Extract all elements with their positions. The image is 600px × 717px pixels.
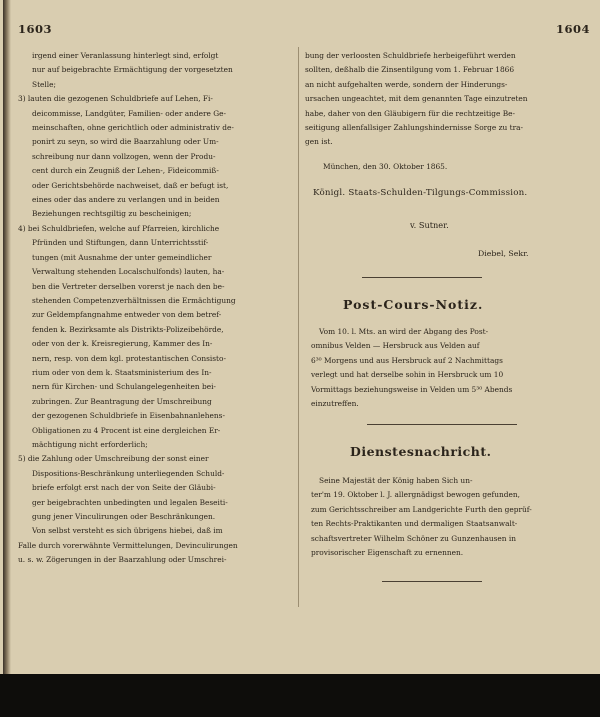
text-line: ten Rechts-Praktikanten und dermaligen Staatsanwalt- [311,519,518,529]
text-line: ponirt zu seyn, so wird die Baarzahlung oder Um- [32,137,219,147]
post-cours-heading: Post-Cours-Notiz. [343,297,484,312]
text-line: tungen (mit Ausnahme der unter gemeindlicher [32,252,212,262]
text-line: einzutreffen. [311,399,359,409]
text-line: 3) lauten die gezogenen Schuldbriefe auf Lehen, Fi- [18,94,213,104]
text-line: zum Gerichtsschreiber am Landgerichte Furth den geprüf- [311,504,532,514]
text-line: ger beigebrachten unbedingten und legalen Beseiti- [32,497,228,507]
text-line: u. s. w. Zögerungen in der Baarzahlung oder Umschrei- [18,555,227,565]
text-line: schaftsvertreter Wilhelm Schöner zu Gunzenhausen in [311,533,517,543]
text-line: 5) die Zahlung oder Umschreibung der sonst einer [18,454,209,464]
text-line: Vom 10. l. Mts. an wird der Abgang des Post- [319,327,489,336]
page-number-left: 1603 [18,22,53,36]
text-line: der gezogenen Schuldbriefe in Eisenbahnanlehens- [32,411,225,421]
text-line: deicommisse, Landgüter, Familien- oder andere Ge- [32,108,227,118]
text-line: ter'm 19. Oktober l. J. allergnädigst bewogen gefunden, [311,490,521,500]
text-line: oder Gerichtsbehörde nachweiset, daß er befugt ist, [32,180,229,190]
post-cours-body [311,325,512,411]
text-line: nern, resp. von dem kgl. protestantischen Consisto- [32,353,226,363]
text-line: provisorischer Eigenschaft zu ernennen. [311,548,464,558]
left-column [18,49,292,568]
text-line: zubringen. Zur Beantragung der Umschreibung [32,396,212,406]
text-line: seitigung allenfallsiger Zahlungshindernisse Sorge zu tra- [305,123,524,133]
text-line: nur auf beigebrachte Ermächtigung der vorgesetzten [32,65,233,75]
text-line: Stelle; [32,79,56,89]
dienst-heading: Dienstesnachricht. [350,444,492,459]
text-line: Pfründen und Stiftungen, dann Unterrichtsstif- [32,238,209,248]
text-line: Vormittags beziehungsweise in Velden um 5³⁰ Abends [311,384,513,394]
authority-line: Königl. Staats-Schulden-Tilgungs-Commission. [313,188,528,198]
column-divider [298,47,299,607]
text-line: bung der verloosten Schuldbriefe herbeigeführt werden [305,51,516,60]
text-line: ursachen ungeachtet, mit dem genannten Tage einzutreten [305,94,528,104]
text-line: meinschaften, ohne gerichtlich oder administrativ de- [32,123,234,133]
text-line: cent durch ein Zeugniß der Lehen-, Fideicommiß- [32,166,219,176]
text-line: Obligationen zu 4 Procent ist eine dergleichen Er- [32,425,221,435]
divider-rule [367,424,517,425]
text-line: fenden k. Bezirksamte als Distrikts-Polizeibehörde, [32,324,224,334]
text-line: ben die Vertreter derselben vorerst je nach den be- [32,281,225,291]
text-line: Seine Majestät der König haben Sich un- [319,476,473,485]
text-line: eines oder das andere zu verlangen und in beiden [32,195,220,205]
dienst-body [311,474,532,560]
text-line: stehenden Competenzverhältnissen die Ermächtigung [32,295,236,305]
page-number-right: 1604 [556,22,591,36]
text-line: an nicht aufgehalten werde, sondern der Hinderungs- [305,79,508,89]
text-line: Falle durch vorerwähnte Vermittelungen, Devinculirungen [18,540,238,550]
date-line: München, den 30. Oktober 1865. [323,162,448,171]
text-line: Verwaltung stehenden Localschulfonds) lauten, ha- [32,267,225,277]
text-line: gung jener Vinculirungen oder Beschränkungen. [32,512,216,521]
text-line: verlegt und hat derselbe sohin in Hersbruck um 10 [311,370,504,380]
divider-rule [362,277,482,278]
text-line: irgend einer Veranlassung hinterlegt sind, erfolgt [32,51,219,60]
text-line: schreibung nur dann vollzogen, wenn der Produ- [32,151,216,161]
text-line: rium oder von dem k. Staatsministerium des In- [32,367,212,377]
text-line: omnibus Velden — Hersbruck aus Velden auf [311,341,480,351]
text-line: gen ist. [305,137,333,147]
text-line: Beziehungen rechtsgiltig zu bescheinigen; [32,209,192,219]
text-line: Dispositions-Beschränkung unterliegenden Schuld- [32,468,225,478]
text-line: mächtigung nicht erforderlich; [32,439,148,449]
secretary-signature: Diebel, Sekr. [478,249,529,258]
signature: v. Sutner. [410,220,449,230]
text-line: sollten, deßhalb die Zinsentilgung vom 1. Februar 1866 [305,65,515,75]
text-line: oder von der k. Kreisregierung, Kammer des In- [32,339,213,349]
divider-rule [382,581,482,582]
text-line: 4) bei Schuldbriefen, welche auf Pfarreien, kirchliche [18,223,220,233]
text-line: Von selbst versteht es sich übrigens hiebei, daß im [32,526,223,536]
text-line: zur Geldempfangnahme entweder von dem betref- [32,310,222,320]
text-line: briefe erfolgt erst nach der von Seite der Gläubi- [32,483,216,493]
text-line: 6³⁰ Morgens und aus Hersbruck auf 2 Nachmittags [311,355,503,365]
text-line: nern für Kirchen- und Schulangelegenheiten bei- [32,382,216,392]
right-column-continuation [305,49,577,150]
text-line: habe, daher von den Gläubigern für die rechtzeitige Be- [305,108,516,118]
